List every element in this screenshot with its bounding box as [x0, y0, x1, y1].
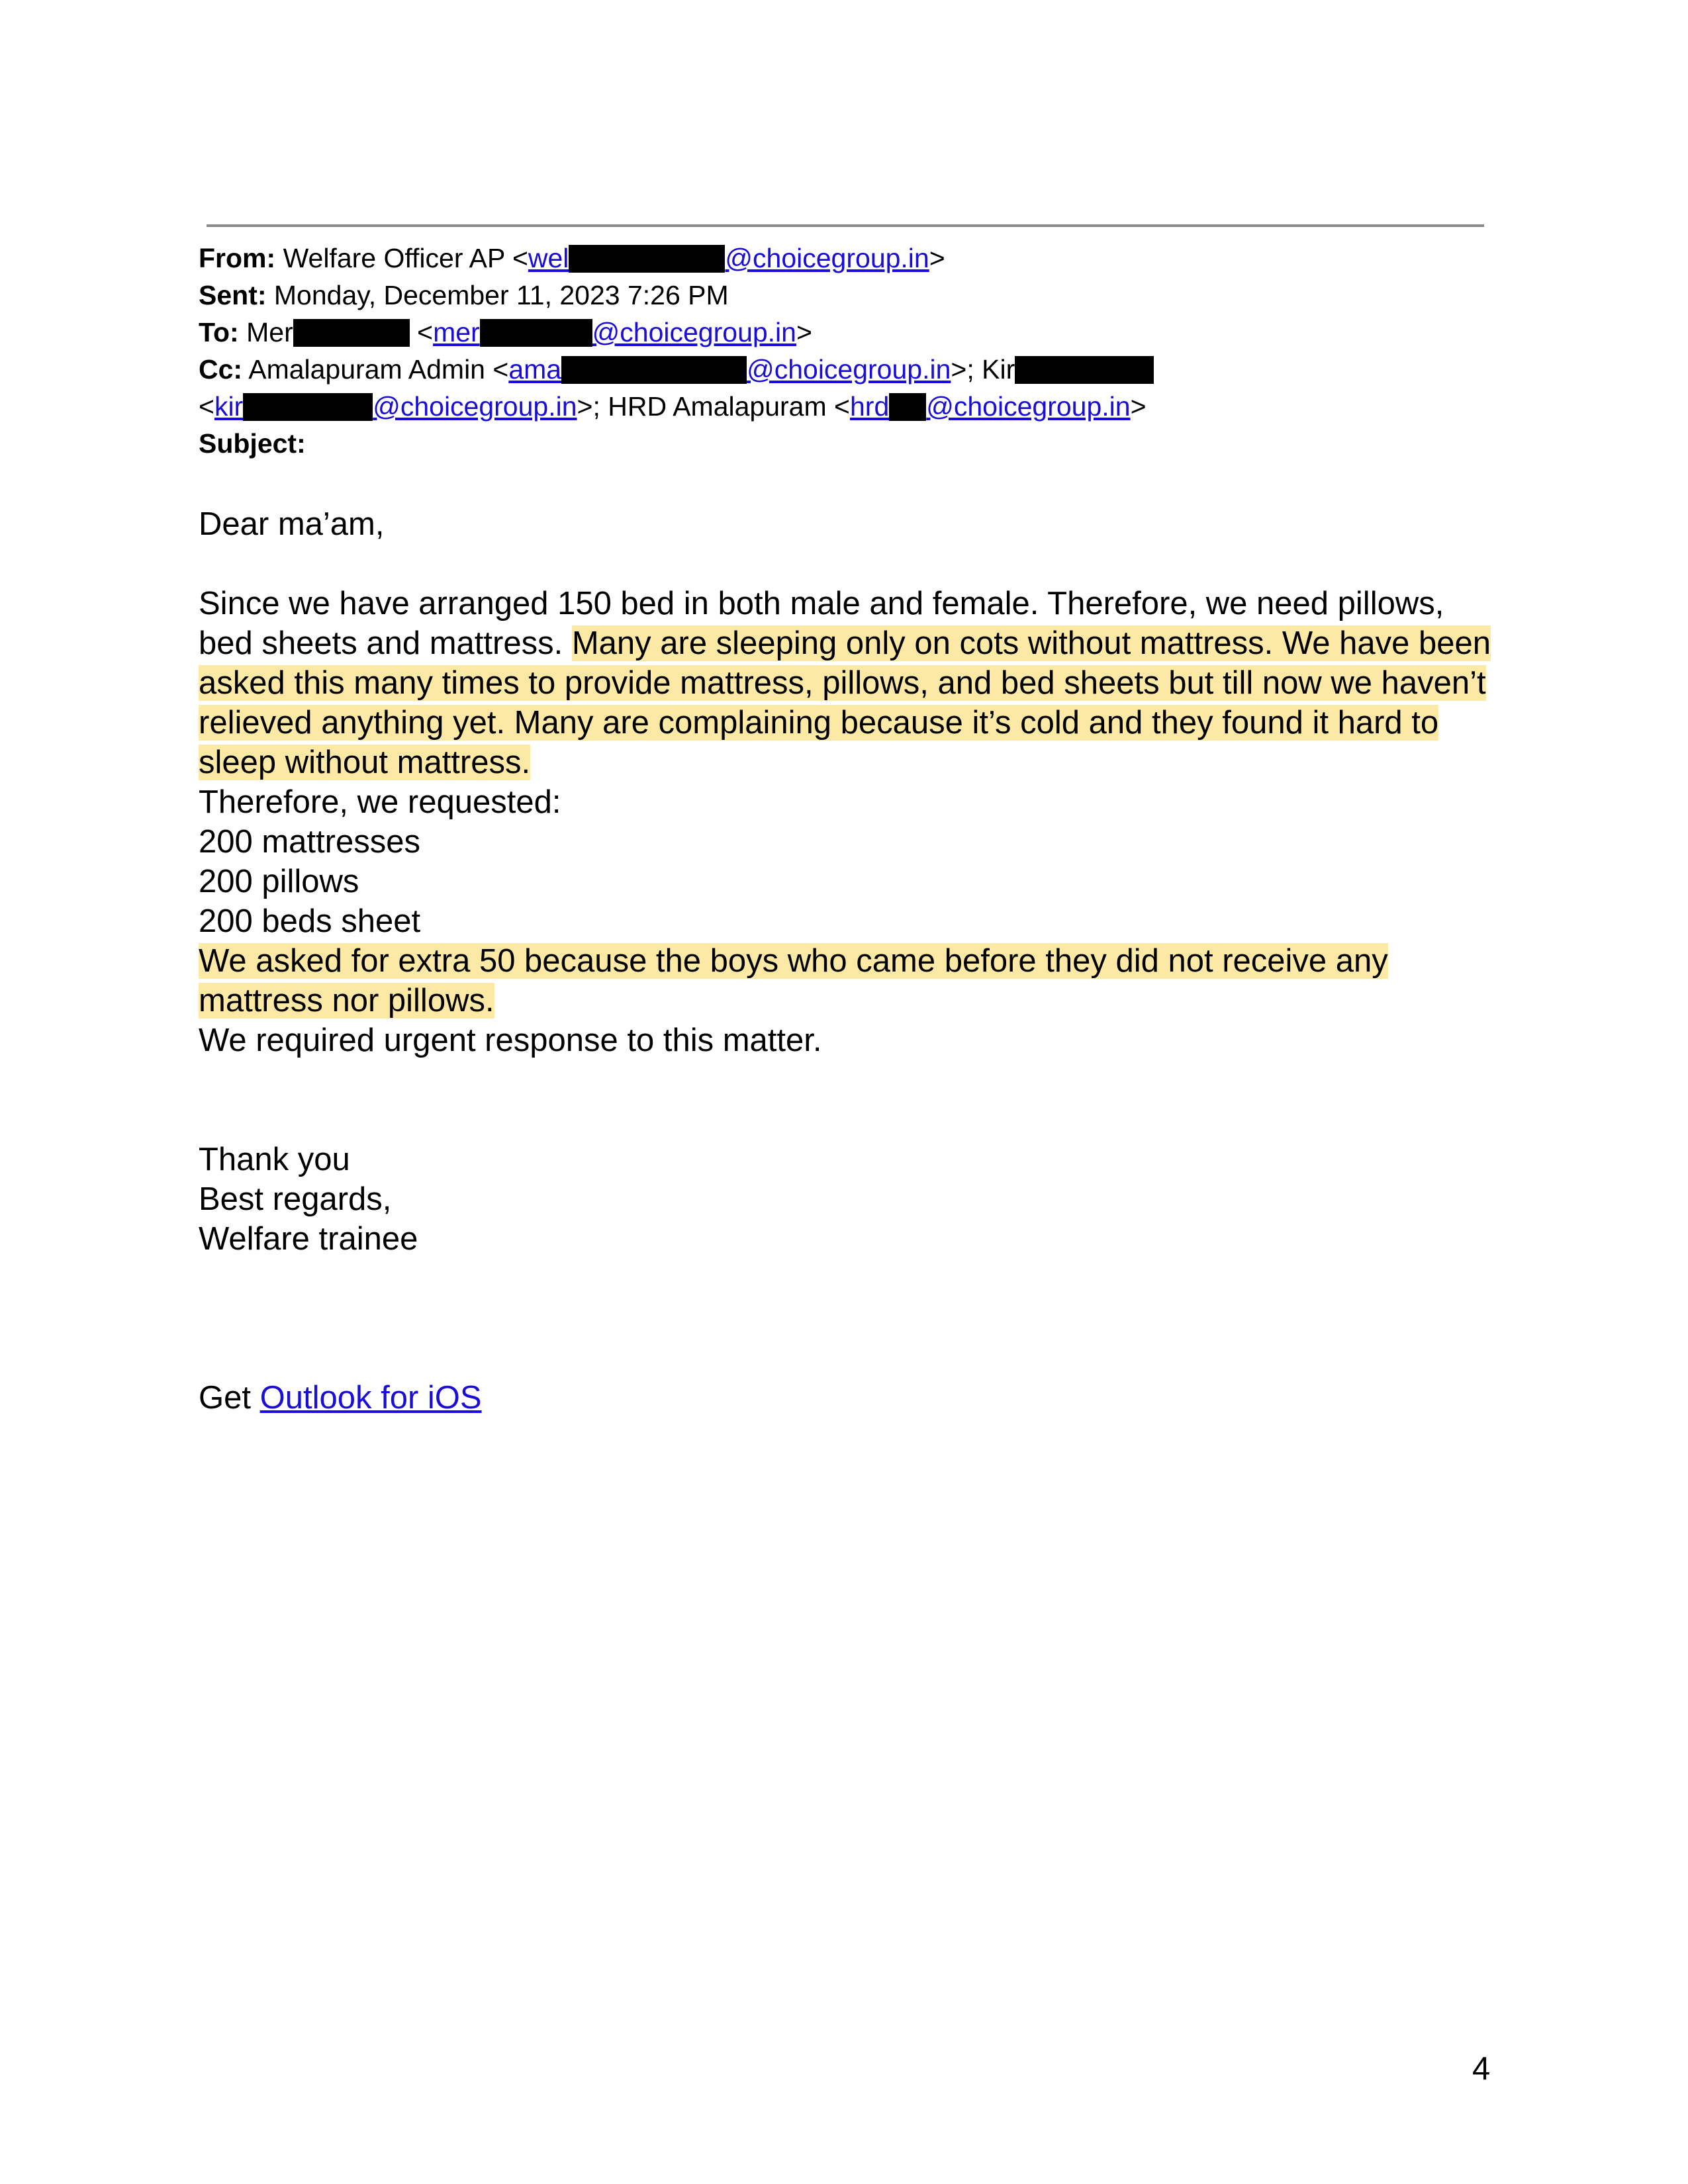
- email-header: [199, 240, 1496, 462]
- from-line: From: Welfare Officer AP <wel @choicegroup.in>: [199, 243, 945, 273]
- footer-line: Get Outlook for iOS: [199, 1380, 482, 1416]
- redaction: [293, 319, 410, 347]
- extra-note: [199, 941, 1496, 1021]
- list-item: 200 beds sheet: [199, 903, 421, 939]
- list-item: 200 pillows: [199, 864, 359, 899]
- header-divider: [207, 224, 1484, 227]
- highlighted-text: We asked for extra 50 because the boys who came before they did not receive any mattress nor pillows.: [199, 943, 1388, 1019]
- subject-label: Subject:: [199, 428, 306, 459]
- list-item: 200 mattresses: [199, 824, 420, 860]
- email-body: [199, 504, 1496, 1418]
- redaction: [561, 356, 747, 384]
- page-number: 4: [1472, 2051, 1491, 2087]
- blank-space: [199, 1259, 1496, 1378]
- sent-line: [199, 277, 1496, 314]
- from-name: Welfare Officer AP <: [283, 243, 528, 273]
- cc-name-admin: Amalapuram Admin <: [248, 354, 509, 385]
- blank-line: [199, 544, 1496, 584]
- outlook-ios-link[interactable]: Outlook for iOS: [259, 1380, 482, 1416]
- cc-email-kir-link[interactable]: kir @choicegroup.in: [214, 391, 577, 422]
- closing-thanks: Thank you: [199, 1142, 350, 1177]
- to-label: To:: [199, 317, 239, 347]
- greeting: Dear ma’am,: [199, 506, 385, 542]
- cc-email-admin-link[interactable]: ama @choicegroup.in: [508, 354, 951, 385]
- urgent-line: We required urgent response to this matter.: [199, 1023, 822, 1058]
- from-label: From:: [199, 243, 276, 273]
- cc-label: Cc:: [199, 354, 243, 385]
- closing-regards: Best regards,: [199, 1181, 392, 1217]
- to-email-link[interactable]: mer @choicegroup.in: [433, 317, 796, 347]
- request-intro: Therefore, we requested:: [199, 784, 561, 820]
- cc-line-1: Cc: Amalapuram Admin <ama @choicegroup.in>; Kir: [199, 351, 1496, 388]
- cc-email-hrd-link[interactable]: hrd @choicegroup.in: [849, 391, 1131, 422]
- redaction: [243, 393, 373, 421]
- redaction: [569, 245, 725, 273]
- from-email-link[interactable]: wel @choicegroup.in: [528, 243, 929, 273]
- paragraph-main: Since we have arranged 150 bed in both male and female. Therefore, we need pillows, bed sheets and mattress. Many are sleeping only on cots without mattress. We have been asked this many times to provide mattress, pillows, and bed sheets but till now we haven’t relieved anything yet. Many are complaining because it’s cold and they found it hard to sleep without mattress.: [199, 586, 1491, 780]
- to-line: To: Mer <mer @choicegroup.in>: [199, 317, 812, 347]
- subject-line: [199, 425, 1496, 462]
- redaction: [889, 393, 926, 421]
- redaction: [1015, 356, 1154, 384]
- closing-signature: Welfare trainee: [199, 1221, 418, 1257]
- cc-line-2: <kir @choicegroup.in>; HRD Amalapuram <hrd @choicegroup.in>: [199, 391, 1147, 422]
- sent-label: Sent:: [199, 280, 267, 310]
- to-name: Mer: [246, 317, 293, 347]
- highlighted-text: Many are sleeping only on cots without mattress. We have been asked this many times to provide mattress, pillows, and bed sheets but till now we haven’t relieved anything yet. Many are complaining because it’s cold and they found it hard to sleep without mattress.: [199, 625, 1491, 780]
- sent-value: Monday, December 11, 2023 7:26 PM: [273, 280, 729, 310]
- redaction: [480, 319, 592, 347]
- blank-space: [199, 1060, 1496, 1140]
